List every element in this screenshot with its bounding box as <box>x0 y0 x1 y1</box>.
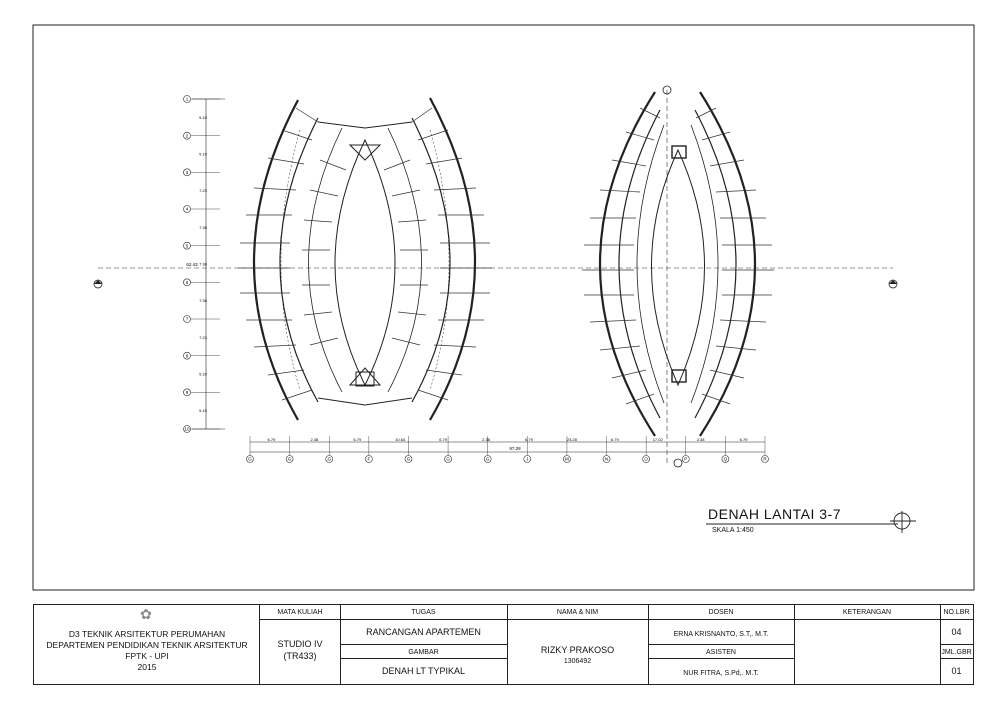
svg-text:G: G <box>327 456 331 462</box>
grid-row-bubble <box>184 279 221 286</box>
bottom-dimension-chain <box>250 442 765 452</box>
grid-col-bubble <box>762 436 769 463</box>
svg-text:2: 2 <box>185 133 189 139</box>
title-block <box>33 604 974 685</box>
dosen-value: ERNA KRISNANTO, S.T,. M.T. <box>673 631 769 638</box>
grid-col-bubble <box>247 436 254 463</box>
grid-col-bubbles <box>247 436 769 463</box>
tugas-label: TUGAS <box>411 609 436 616</box>
svg-text:6: 6 <box>185 279 189 285</box>
right-building-plan <box>600 92 755 436</box>
dosen-label: DOSEN <box>708 609 734 616</box>
left-dimension-label: 7.23 <box>199 188 207 194</box>
overall-height-label: 62.43 <box>186 262 198 267</box>
grid-row-bubble <box>184 206 221 213</box>
tugas-value: RANCANGAN APARTEMEN <box>366 627 481 637</box>
left-dimension-labels <box>199 115 208 413</box>
svg-text:M: M <box>565 456 569 462</box>
svg-text:G: G <box>446 456 450 462</box>
svg-text:G: G <box>485 456 490 462</box>
institution-line-1: D3 TEKNIK ARSITEKTUR PERUMAHAN <box>68 629 226 639</box>
left-building-plan <box>254 98 475 420</box>
bottom-dimension-labels <box>268 437 749 442</box>
svg-text:9: 9 <box>185 389 189 395</box>
svg-text:7: 7 <box>185 316 189 322</box>
svg-text:4: 4 <box>185 206 189 212</box>
svg-text:O: O <box>644 456 648 462</box>
bottom-dimension-label: 6.79 <box>353 437 362 442</box>
left-dimension-label: 5.10 <box>199 408 207 414</box>
bottom-dimension-label: 2.38 <box>696 437 705 442</box>
gambar-label: GAMBAR <box>408 649 439 656</box>
svg-text:Q: Q <box>723 456 728 462</box>
mata-kuliah-code: (TR433) <box>283 651 317 661</box>
axis-marker-left <box>94 280 102 288</box>
nama-value: RIZKY PRAKOSO <box>540 645 615 655</box>
institution-line-2: DEPARTEMEN PENDIDIKAN TEKNIK ARSITEKTUR <box>46 640 248 650</box>
grid-row-bubble <box>184 389 221 396</box>
left-dimension-label: 5.10 <box>199 371 207 377</box>
left-dimension-label: 5.10 <box>199 151 207 157</box>
svg-text:8: 8 <box>185 353 189 359</box>
jmlgbr-value: 01 <box>951 666 962 676</box>
nolbr-value: 04 <box>951 627 962 637</box>
mata-kuliah-label: MATA KULIAH <box>277 609 323 616</box>
grid-col-bubble <box>365 436 372 463</box>
svg-text:F: F <box>367 456 371 462</box>
grid-row-bubble <box>184 316 221 323</box>
grid-col-bubble <box>682 436 689 463</box>
bottom-dimension-label: 23.28 <box>566 437 577 442</box>
grid-col-bubble <box>643 436 650 463</box>
plan-title: DENAH LANTAI 3-7 <box>708 506 841 522</box>
grid-row-bubble <box>184 169 221 176</box>
grid-row-bubble <box>184 242 221 249</box>
svg-text:G: G <box>287 456 292 462</box>
bottom-dimension-label: 6.79 <box>267 437 276 442</box>
institution-logo-icon: ✿ <box>140 606 152 622</box>
bottom-dimension-label: 17.02 <box>652 437 663 442</box>
svg-text:3: 3 <box>185 169 189 175</box>
axis-marker-right <box>889 280 897 288</box>
svg-text:G: G <box>248 456 252 462</box>
mata-kuliah-value: STUDIO IV <box>277 639 323 649</box>
left-dimension-label: 7.38 <box>199 298 207 304</box>
grid-col-bubble <box>326 436 333 463</box>
asisten-label: ASISTEN <box>706 649 736 656</box>
grid-col-bubble <box>603 436 610 463</box>
nolbr-label: NO.LBR <box>943 609 970 616</box>
asisten-value: NUR FITRA, S.Pd,. M.T. <box>683 670 759 677</box>
overall-width-label: 97.28 <box>509 446 521 451</box>
keterangan-label: KETERANGAN <box>842 609 892 616</box>
svg-text:R: R <box>763 456 767 462</box>
bottom-dimension-label: 6.79 <box>525 437 533 442</box>
bottom-dimension-label: 6.79 <box>739 437 748 442</box>
svg-text:N: N <box>604 456 609 462</box>
right-building-rooms <box>582 108 774 404</box>
left-dimension-label: 5.10 <box>199 114 207 120</box>
plan-scale: SKALA 1:450 <box>712 527 754 534</box>
svg-text:10: 10 <box>184 426 190 432</box>
grid-row-bubble <box>184 352 221 359</box>
grid-col-bubble <box>722 436 729 463</box>
institution-line-3: FPTK - UPI <box>125 651 169 661</box>
left-dimension-label: 7.38 <box>199 261 207 267</box>
svg-text:J: J <box>526 456 529 462</box>
bottom-dimension-label: 10.64 <box>395 437 406 442</box>
grid-col-bubble <box>286 436 293 463</box>
svg-text:1: 1 <box>185 96 189 102</box>
svg-text:5: 5 <box>185 243 189 249</box>
jmlgbr-label: JML.GBR <box>941 649 972 656</box>
svg-text:G: G <box>406 456 411 462</box>
grid-row-bubble <box>184 132 221 139</box>
bottom-dimension-label: 2.38 <box>482 437 490 442</box>
nama-label: NAMA & NIM <box>556 609 599 616</box>
left-dimension-label: 7.23 <box>199 334 207 340</box>
bottom-dimension-label: 6.79 <box>439 437 448 442</box>
grid-row-bubble <box>184 96 221 103</box>
institution-year: 2015 <box>137 662 157 672</box>
svg-text:P: P <box>684 456 688 462</box>
grid-row-bubble <box>184 426 221 433</box>
bottom-dimension-label: 6.79 <box>610 437 619 442</box>
grid-col-bubble <box>405 436 412 463</box>
bottom-dimension-label: 2.38 <box>310 437 319 442</box>
axis-marker-bottom <box>674 459 682 467</box>
left-dimension-label: 7.38 <box>199 224 207 230</box>
nim-value: 1306492 <box>563 658 592 665</box>
north-arrow-icon <box>890 511 916 533</box>
gambar-value: DENAH LT TYPIKAL <box>381 666 466 676</box>
